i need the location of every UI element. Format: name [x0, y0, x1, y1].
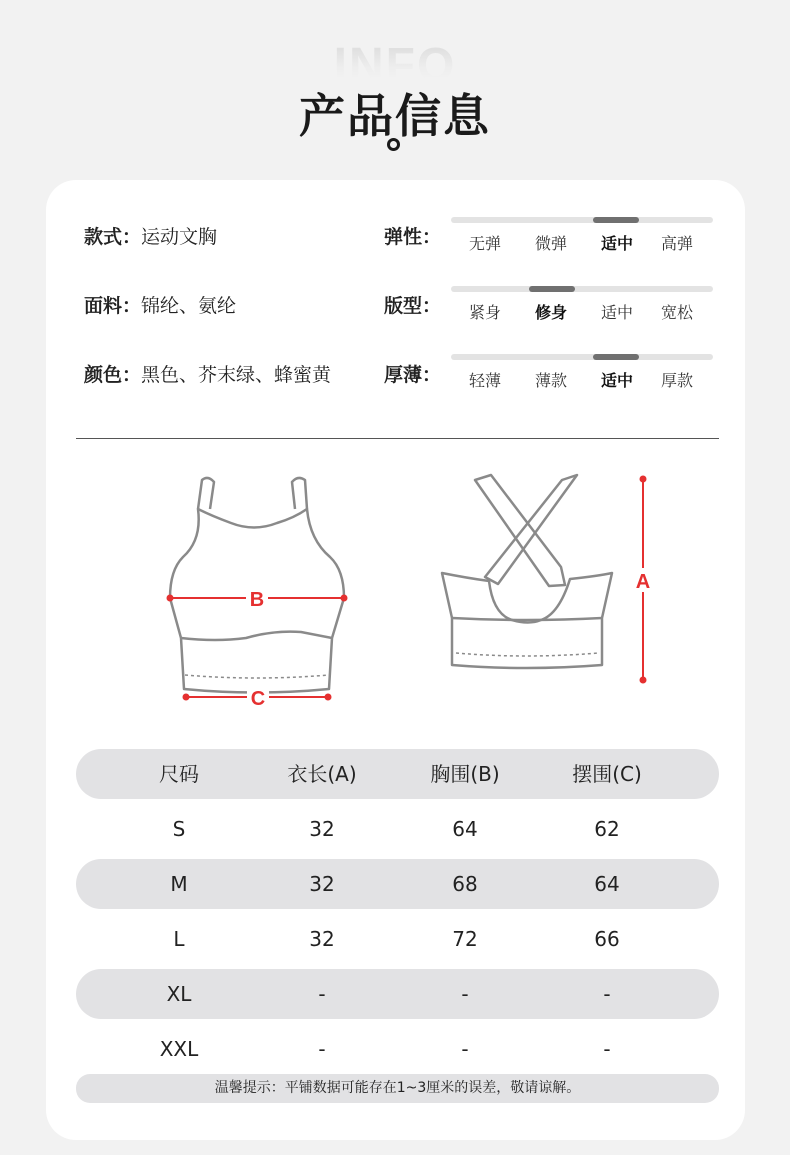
- scale-selected-marker: [593, 217, 639, 223]
- attr-style: [84, 222, 217, 249]
- scale-elasticity-label: 弹性：: [384, 226, 442, 248]
- header: [0, 0, 790, 180]
- measurement-note: 温馨提示：平铺数据可能存在1~3厘米的误差，敬请谅解。: [76, 1074, 719, 1103]
- measure-a-dot: [640, 476, 647, 483]
- measure-a-dot: [640, 677, 647, 684]
- table-cell: 66: [594, 927, 620, 951]
- table-header-cell: 摆围(C): [572, 762, 642, 786]
- table-header-row: [76, 749, 719, 799]
- table-cell: -: [461, 1037, 469, 1061]
- table-cell: 32: [309, 872, 335, 896]
- table-cell: XL: [166, 982, 192, 1006]
- table-cell: 64: [452, 817, 478, 841]
- measure-c-dot: [183, 694, 190, 701]
- table-row: [76, 804, 719, 854]
- front-view-illustration: [170, 478, 344, 693]
- measure-b-label: B: [249, 589, 265, 611]
- table-cell: S: [172, 817, 186, 841]
- scale-option: 轻薄: [468, 371, 501, 390]
- table-cell: 32: [309, 927, 335, 951]
- product-info-card: [46, 180, 745, 1140]
- page-title: 产品信息: [299, 89, 491, 143]
- measure-c-dot: [325, 694, 332, 701]
- measure-b-dot: [341, 595, 348, 602]
- scale-option: 紧身: [468, 303, 501, 322]
- table-header-cell: 尺码: [159, 762, 199, 786]
- table-cell: -: [603, 982, 611, 1006]
- table-cell: 72: [452, 927, 478, 951]
- attr-color-label: 颜色：: [84, 364, 142, 386]
- attr-fabric: [84, 291, 236, 318]
- attr-fabric-value: 锦纶、氨纶: [141, 295, 237, 317]
- scale-option: 无弹: [468, 234, 501, 253]
- info-watermark: INFO: [0, 38, 790, 93]
- scale-option: 适中: [600, 303, 633, 322]
- attr-style-label: 款式：: [84, 226, 142, 248]
- measure-b-dot: [167, 595, 174, 602]
- table-cell: 32: [309, 817, 335, 841]
- table-row: [76, 969, 719, 1019]
- scale-option: 适中: [600, 234, 633, 253]
- table-cell: L: [173, 927, 185, 951]
- table-cell: M: [170, 872, 188, 896]
- scale-selected-marker: [593, 354, 639, 360]
- scale-fit-label: 版型：: [384, 295, 442, 317]
- table-cell: 62: [594, 817, 620, 841]
- scale-track: [451, 286, 713, 292]
- scale-option: 高弹: [660, 234, 693, 253]
- scale-option: 宽松: [660, 303, 693, 322]
- scale-option: 修身: [534, 303, 567, 322]
- scale-track: [451, 217, 713, 223]
- attr-style-value: 运动文胸: [141, 226, 218, 248]
- table-cell: -: [603, 1037, 611, 1061]
- table-row: [76, 1024, 719, 1074]
- measure-c-label: C: [250, 688, 266, 710]
- table-cell: -: [461, 982, 469, 1006]
- measurement-diagram: [46, 460, 745, 720]
- table-cell: -: [318, 1037, 326, 1061]
- table-row: [76, 914, 719, 964]
- back-view-illustration: [442, 475, 612, 668]
- scale-track: [451, 354, 713, 360]
- measure-lines: [167, 476, 655, 711]
- scale-option: 厚款: [660, 371, 693, 390]
- attr-color-value: 黑色、芥末绿、蜂蜜黄: [141, 364, 332, 386]
- title-dot-ornament: [387, 138, 400, 151]
- section-divider: [76, 438, 719, 439]
- scale-option: 薄款: [534, 371, 567, 390]
- scale-option: 适中: [600, 371, 633, 390]
- table-header-cell: 胸围(B): [430, 762, 500, 786]
- measure-a-label: A: [635, 571, 651, 593]
- table-cell: -: [318, 982, 326, 1006]
- scale-option: 微弹: [534, 234, 567, 253]
- table-row: [76, 859, 719, 909]
- table-cell: XXL: [159, 1037, 199, 1061]
- scale-selected-marker: [529, 286, 575, 292]
- table-cell: 64: [594, 872, 620, 896]
- scale-thickness-label: 厚薄：: [384, 364, 442, 386]
- table-header-cell: 衣长(A): [287, 762, 357, 786]
- attr-fabric-label: 面料：: [84, 295, 142, 317]
- attr-color: [84, 360, 331, 387]
- table-cell: 68: [452, 872, 478, 896]
